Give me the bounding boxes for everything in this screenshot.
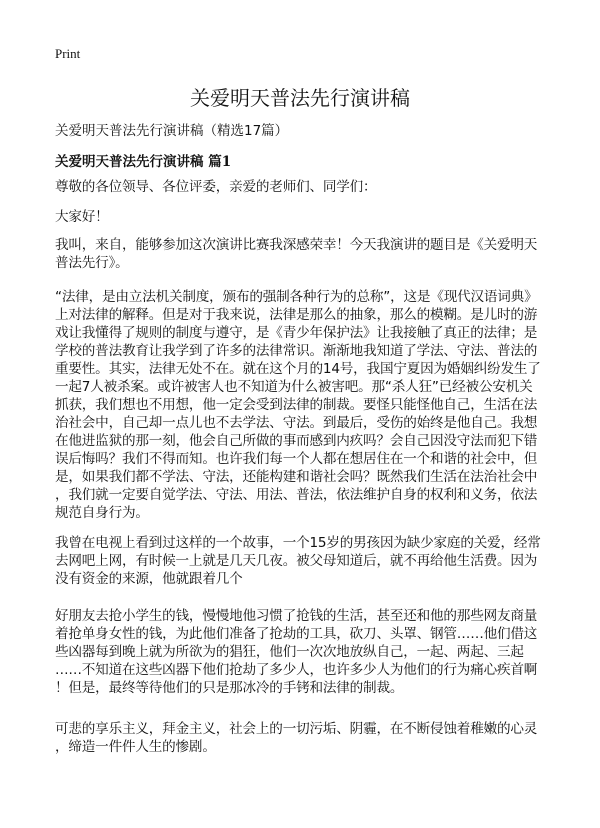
paragraph-line: 着抢单身女性的钱，为此他们准备了抢劫的工具，砍刀、头罩、钢管……他们借这	[55, 626, 538, 642]
paragraph-line: 规范自身行为。	[55, 505, 149, 521]
paragraph-line: 误后悔吗？我们不得而知。也许我们每一个人都在想居住在一个和谐的社会中，但	[55, 451, 538, 467]
paragraph-intro	[55, 236, 555, 272]
paragraph-line: 是，如果我们都不学法、守法，还能构建和谐社会吗？既然我们生活在法治社会中	[55, 469, 538, 485]
paragraph-law	[55, 288, 555, 522]
paragraph-line: 些凶器每到晚上就为所欲为的猖狂，他们一次次地放纵自己，一起、两起、三起	[55, 644, 524, 660]
print-link[interactable]: Print	[55, 46, 81, 61]
page-title: 关爱明天普法先行演讲稿	[190, 86, 410, 110]
paragraph-line: ……不知道在这些凶器下他们抢劫了多少人，也许多少人为他们的行为痛心疾首啊	[55, 662, 538, 678]
paragraph-line: 我曾在电视上看到过这样的一个故事，一个15岁的男孩因为缺少家庭的关爱，经常	[55, 535, 541, 551]
section-heading: 关爱明天普法先行演讲稿 篇1	[55, 154, 232, 170]
paragraph-line: 重要性。其实，法律无处不在。就在这个月的14号，我国宁夏因为婚姻纠纷发生了	[55, 361, 541, 377]
paragraph-line: 好朋友去抢小学生的钱，慢慢地他习惯了抢钱的生活，甚至还和他的那些网友商量	[55, 608, 538, 624]
paragraph-robbery	[55, 607, 555, 697]
greeting-paragraph: 尊敬的各位领导、各位评委，亲爱的老师们、同学们：	[55, 179, 377, 195]
paragraph-line: ，我们就一定要自觉学法、守法、用法、普法，依法维护自身的权利和义务，依法	[55, 487, 538, 503]
paragraph-line: 可悲的享乐主义，拜金主义，社会上的一切污垢、阴霾，在不断侵蚀着稚嫩的心灵	[55, 721, 538, 737]
paragraph-line: 在他进监狱的那一刻，他会自己所做的事而感到内疚吗？会自己因没守法而犯下错	[55, 433, 538, 449]
paragraph-line: 上对法律的解释。但是对于我来说，法律是那么的抽象，那么的模糊。是儿时的游	[55, 307, 538, 323]
hello-paragraph: 大家好！	[55, 209, 109, 225]
paragraph-line: ！但是，最终等待他们的只是那冰冷的手铐和法律的制裁。	[55, 680, 404, 696]
paragraph-line: 学校的普法教育让我学到了许多的法律常识。渐渐地我知道了学法、守法、普法的	[55, 343, 538, 359]
paragraph-line: “法律，是由立法机关制度，颁布的强制各种行为的总称”，这是《现代汉语词典》	[55, 289, 538, 305]
document-subtitle: 关爱明天普法先行演讲稿（精选17篇）	[55, 123, 289, 139]
paragraph-story	[55, 534, 555, 588]
paragraph-line: 没有资金的来源，他就跟着几个	[55, 571, 243, 587]
paragraph-line: 一起7人被杀案。或许被害人也不知道为什么被害吧。那“杀人狂”已经被公安机关	[55, 379, 533, 395]
paragraph-line: 抓获，我们想也不用想，他一定会受到法律的制裁。要怪只能怪他自己，生活在法	[55, 397, 538, 413]
paragraph-line: ，缔造一件件人生的惨剧。	[55, 739, 216, 755]
paragraph-line: 去网吧上网，有时候一上就是几天几夜。被父母知道后，就不再给他生活费。因为	[55, 553, 538, 569]
paragraph-line: 普法先行》。	[55, 255, 129, 271]
paragraph-line: 治社会中，自己却一点儿也不去学法、守法。到最后，受伤的始终是他自己。我想	[55, 415, 538, 431]
paragraph-line: 我叫，来自，能够参加这次演讲比赛我深感荣幸！今天我演讲的题目是《关爱明天	[55, 237, 538, 253]
paragraph-line: 戏让我懂得了规则的制度与遵守，是《青少年保护法》让我接触了真正的法律；是	[55, 325, 538, 341]
paragraph-conclusion	[55, 720, 555, 756]
